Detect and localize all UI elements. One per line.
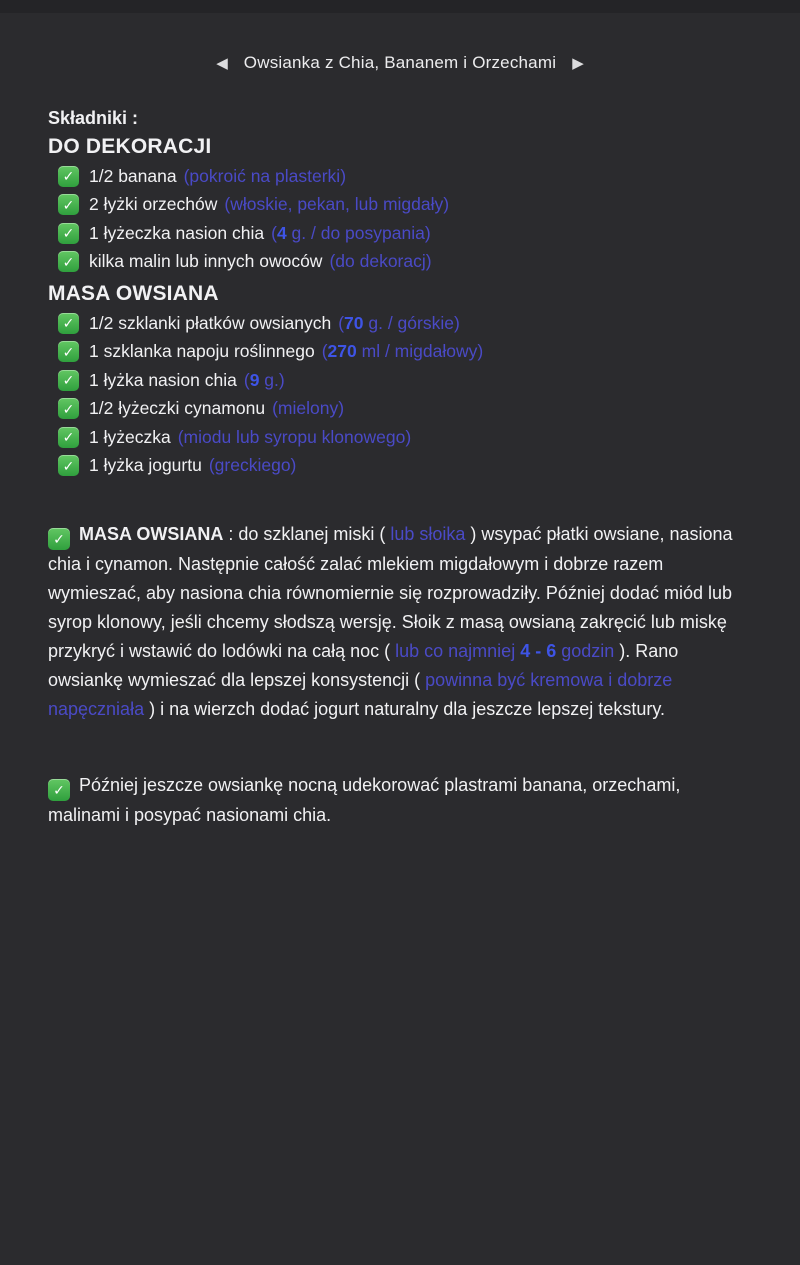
text-segment: : do szklanej miski (: [223, 524, 391, 544]
ingredient-note: [244, 370, 285, 391]
checkmark-icon: [58, 455, 79, 476]
checkmark-icon: [58, 341, 79, 362]
text-segment: godzin: [556, 641, 615, 661]
text-segment: 4: [276, 222, 287, 243]
ingredient-text: 1/2 szklanki płatków owsianych: [89, 312, 332, 333]
ingredient-item: [48, 366, 756, 395]
instruction-paragraph: [48, 771, 756, 830]
recipe-content: [0, 108, 800, 830]
ingredient-item: [48, 395, 756, 424]
text-segment: ) i na wierzch dodać jogurt naturalny dla jeszcze lepszej tekstury.: [144, 699, 665, 719]
text-segment: (miodu lub syropu klonowego): [177, 426, 412, 447]
text-segment: ) wsypać płatki owsiane, nasiona chia i cynamon. Następnie całość zalać mlekiem migdałowym i dobrze razem wymieszać, aby nasiona chia równomiernie się rozprowadziły. Później dodać miód lub syrop klonowy, jeśli chcemy słodszą wersję. Słoik z masą owsianą zakręcić lub miskę przykryć i wstawić do lodówki na całą noc (: [48, 524, 733, 661]
checkmark-icon: [58, 166, 79, 187]
text-segment: 70: [344, 312, 364, 333]
ingredient-note: [184, 166, 346, 187]
section-title: DO DEKORACJI: [48, 135, 212, 158]
text-segment: powinna być kremowa i dobrze napęczniała: [48, 670, 673, 719]
checkmark-icon: [58, 398, 79, 419]
ingredient-note: [271, 223, 431, 244]
text-segment: (mielony): [272, 398, 345, 419]
ingredient-text: 2 łyżki orzechów: [89, 194, 218, 215]
text-segment: ). Rano owsiankę wymieszać dla lepszej konsystencji (: [48, 641, 679, 690]
text-segment: g. / do posypania): [286, 222, 431, 243]
text-segment: 9: [249, 369, 260, 390]
checkmark-icon: [58, 427, 79, 448]
ingredient-item: [48, 423, 756, 452]
text-segment: (: [338, 312, 345, 333]
ingredient-item: [48, 162, 756, 191]
text-segment: (: [321, 341, 328, 362]
text-segment: (greckiego): [208, 455, 297, 476]
section-title: MASA OWSIANA: [48, 282, 219, 305]
text-segment: lub słoika: [390, 524, 466, 544]
ingredient-text: 1 szklanka napoju roślinnego: [89, 341, 315, 362]
checkmark-icon: [58, 251, 79, 272]
text-segment: (włoskie, pekan, lub migdały): [224, 194, 450, 215]
ingredient-item: [48, 248, 756, 277]
ingredient-item: [48, 309, 756, 338]
text-segment: Później jeszcze owsiankę nocną udekorować plastrami banana, orzechami, malinami i posypać nasionami chia.: [48, 775, 681, 825]
ingredient-text: 1/2 łyżeczki cynamonu: [89, 398, 266, 419]
text-segment: (pokroić na plasterki): [183, 165, 347, 186]
ingredient-text: 1/2 banana: [89, 165, 177, 186]
checkmark-icon: [58, 223, 79, 244]
ingredient-text: 1 łyżka jogurtu: [89, 455, 202, 476]
prev-recipe-arrow-icon[interactable]: ◀: [216, 54, 228, 72]
ingredient-text: 1 łyżka nasion chia: [89, 369, 237, 390]
recipe-header: [0, 13, 800, 73]
instructions: [48, 520, 756, 830]
ingredient-item: [48, 452, 756, 481]
text-segment: 4 - 6: [520, 641, 557, 661]
instruction-paragraph: [48, 520, 756, 724]
ingredient-note: [329, 251, 431, 272]
text-segment: g.): [259, 369, 285, 390]
ingredient-item: [48, 191, 756, 220]
ingredient-text: 1 łyżeczka nasion chia: [89, 222, 265, 243]
page-title: Owsianka z Chia, Bananem i Orzechami: [243, 53, 557, 72]
ingredient-item: [48, 219, 756, 248]
top-strip: [0, 0, 800, 13]
ingredient-text: kilka malin lub innych owoców: [89, 251, 323, 272]
ingredient-text: 1 łyżeczka: [89, 426, 171, 447]
ingredients-label: Składniki :: [48, 108, 139, 128]
text-segment: g. / górskie): [363, 312, 460, 333]
checkmark-icon: [58, 370, 79, 391]
text-segment: (do dekoracj): [329, 251, 432, 272]
ingredient-note: [224, 194, 449, 215]
text-segment: 270: [327, 341, 357, 362]
checkmark-icon: [58, 313, 79, 334]
text-segment: MASA OWSIANA: [79, 524, 224, 544]
text-segment: (: [271, 222, 277, 243]
ingredient-note: [338, 313, 460, 334]
ingredient-note: [272, 398, 344, 419]
checkmark-icon: [48, 779, 70, 801]
ingredient-note: [178, 427, 411, 448]
next-recipe-arrow-icon[interactable]: ▶: [572, 54, 584, 72]
ingredient-item: [48, 338, 756, 367]
text-segment: (: [243, 369, 250, 390]
text-segment: ml / migdałowy): [356, 341, 484, 362]
checkmark-icon: [48, 528, 70, 550]
ingredient-note: [322, 341, 483, 362]
text-segment: lub co najmniej: [395, 641, 521, 661]
ingredient-sections: [48, 132, 756, 480]
checkmark-icon: [58, 194, 79, 215]
ingredient-note: [209, 455, 297, 476]
